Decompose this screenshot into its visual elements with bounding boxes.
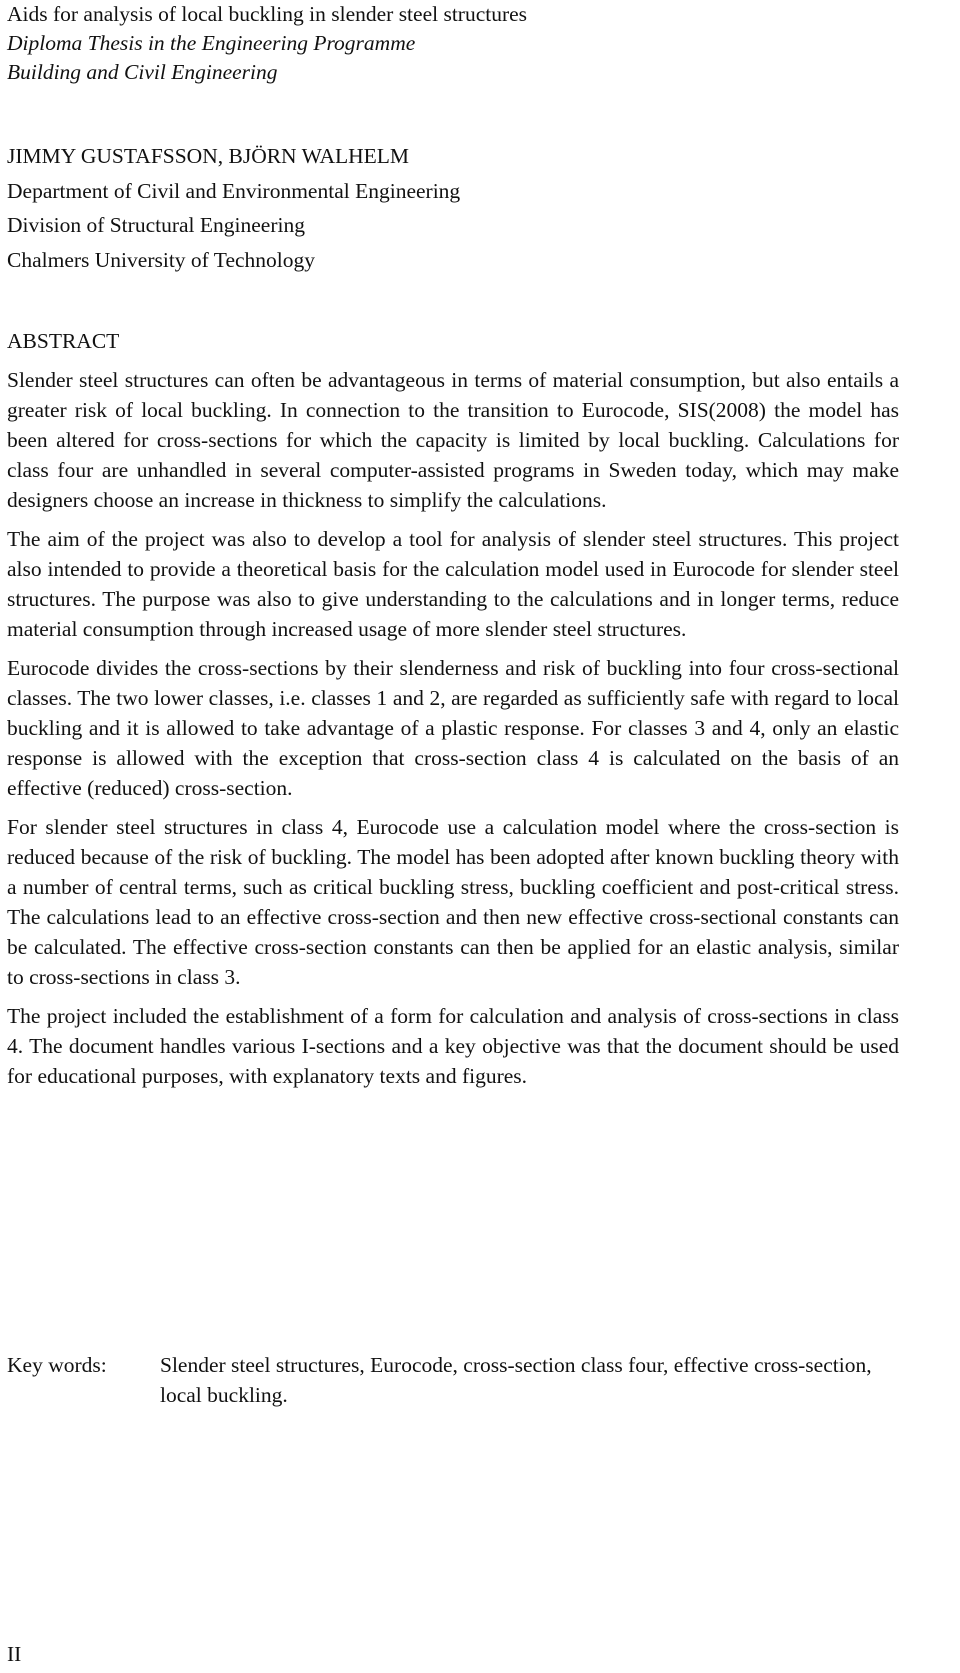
keywords-label: Key words: (7, 1353, 107, 1377)
thesis-title: Aids for analysis of local buckling in slender steel structures (7, 2, 528, 26)
author-block (7, 139, 899, 277)
programme-name: Building and Civil Engineering (7, 60, 278, 84)
abstract-paragraph: For slender steel structures in class 4, Eurocode use a calculation model where the cross-section is reduced because of the risk of buckling. The model has been adopted after known buckling theory with a number of central terms, such as critical buckling stress, buckling coefficient and post-critical stress. The calculations lead to an effective cross-section and then new effective cross-sectional constants can be calculated. The effective cross-section constants can then be applied for an elastic analysis, similar to cross-sections in class 3. (7, 815, 899, 989)
abstract-paragraph: The project included the establishment of a form for calculation and analysis of cross-sections in class 4. The document handles various I-sections and a key objective was that the document should be used for educational purposes, with explanatory texts and figures. (7, 1004, 899, 1088)
university-name: Chalmers University of Technology (7, 247, 316, 272)
abstract-paragraph: Eurocode divides the cross-sections by their slenderness and risk of buckling into four cross-sectional classes. The two lower classes, i.e. classes 1 and 2, are regarded as sufficiently safe with regard to local buckling and it is allowed to take advantage of a plastic response. For classes 3 and 4, only an elastic response is allowed with the exception that cross-section class 4 is calculated on the basis of an effective (reduced) cross-section. (7, 656, 899, 800)
division-name: Division of Structural Engineering (7, 213, 305, 237)
thesis-subtitle: Diploma Thesis in the Engineering Programme (7, 31, 416, 55)
abstract-heading: ABSTRACT (7, 329, 120, 353)
abstract-paragraph: Slender steel structures can often be advantageous in terms of material consumption, but also entails a greater risk of local buckling. In connection to the transition to Eurocode, SIS(2008) the model has been altered for cross-sections for which the capacity is limited by local buckling. Calculations for class four are unhandled in several computer-assisted programs in Sweden today, which may make designers choose an increase in thickness to simplify the calculations. (7, 368, 899, 512)
author-names: JIMMY GUSTAFSSON, BJÖRN WALHELM (7, 144, 410, 168)
abstract-paragraph: The aim of the project was also to develop a tool for analysis of slender steel structures. This project also intended to provide a theoretical basis for the calculation model used in Eurocode for slender steel structures. The purpose was also to give understanding to the calculations and in longer terms, reduce material consumption through increased usage of more slender steel structures. (7, 527, 899, 641)
page-number: II (7, 1642, 22, 1666)
abstract-body (7, 365, 899, 1100)
title-block (7, 0, 899, 87)
department-name: Department of Civil and Environmental Engineering (7, 178, 461, 203)
keywords-text: Slender steel structures, Eurocode, cross-section class four, effective cross-section, local buckling. (160, 1353, 872, 1407)
